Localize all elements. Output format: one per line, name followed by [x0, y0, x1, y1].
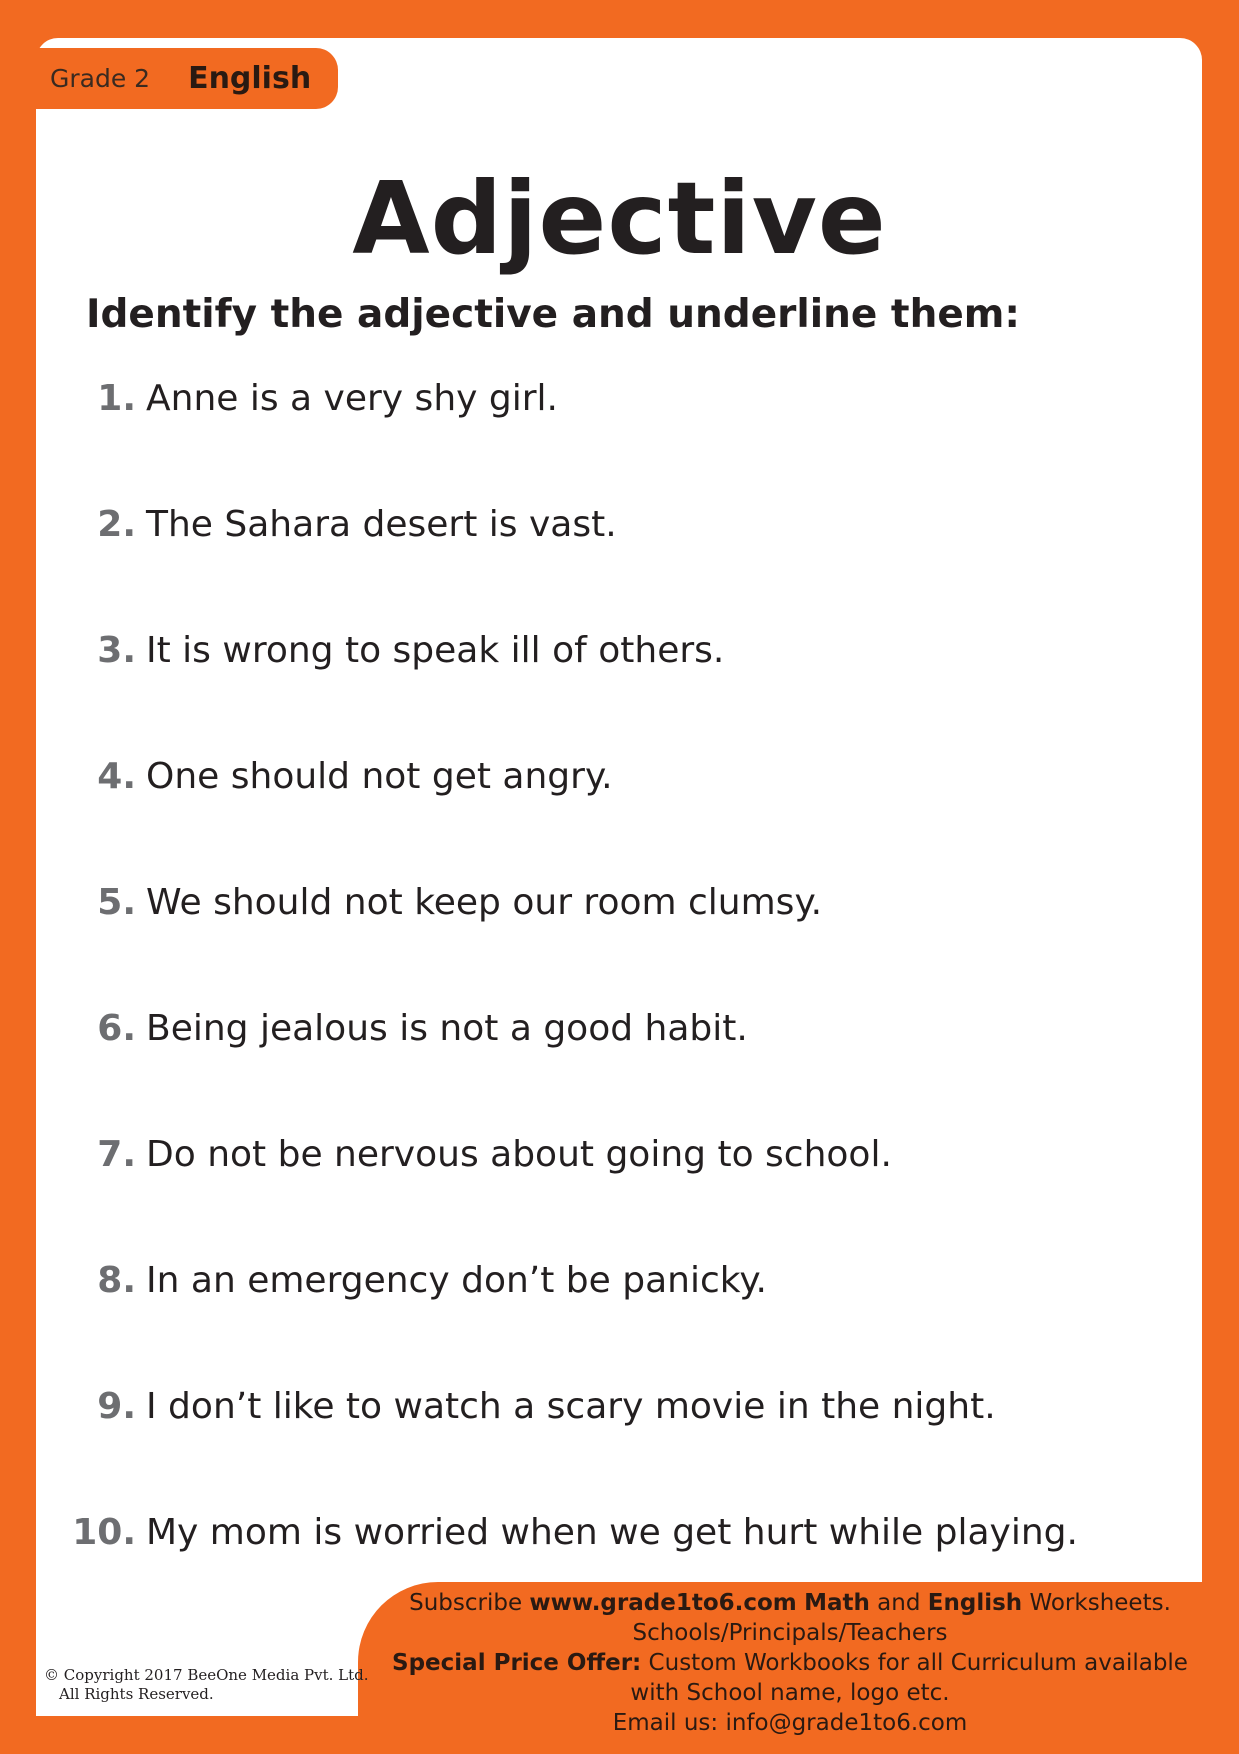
question-text: We should not keep our room clumsy.: [146, 881, 823, 923]
question-number: 8.: [97, 1259, 136, 1301]
grade-label: Grade 2: [50, 64, 151, 93]
question-number: 5.: [97, 881, 136, 923]
question-text: Anne is a very shy girl.: [146, 377, 558, 419]
grade-subject-tab: [36, 48, 338, 109]
question-item: [0, 746, 1200, 806]
question-item: [0, 1124, 1200, 1184]
site-link[interactable]: www.grade1to6.com: [529, 1590, 797, 1616]
question-item: [0, 998, 1200, 1058]
question-number: 10.: [72, 1511, 136, 1553]
offer-text: Custom Workbooks for all Curriculum available: [641, 1650, 1188, 1676]
copyright-line-1: © Copyright 2017 BeeOne Media Pvt. Ltd.: [44, 1666, 369, 1684]
offer-line: [360, 1648, 1220, 1678]
question-number: 7.: [97, 1133, 136, 1175]
question-text: One should not get angry.: [146, 755, 613, 797]
instruction-text: Identify the adjective and underline them:: [86, 292, 1021, 337]
question-text: It is wrong to speak ill of others.: [146, 629, 725, 671]
question-number: 3.: [97, 629, 136, 671]
question-item: [0, 1376, 1200, 1436]
copyright-notice: [44, 1666, 369, 1704]
question-text: My mom is worried when we get hurt while playing.: [146, 1511, 1078, 1553]
email-line[interactable]: Email us: info@grade1to6.com: [612, 1710, 968, 1736]
question-item: [0, 872, 1200, 932]
question-number: 4.: [97, 755, 136, 797]
math-label: Math: [804, 1590, 870, 1616]
offer-label: Special Price Offer:: [392, 1650, 642, 1676]
subscribe-line: [360, 1588, 1220, 1618]
question-number: 1.: [97, 377, 136, 419]
question-number: 6.: [97, 1007, 136, 1049]
offer-line-2: with School name, logo etc.: [630, 1680, 950, 1706]
english-label: English: [927, 1590, 1023, 1616]
question-number: 9.: [97, 1385, 136, 1427]
copyright-line-2: All Rights Reserved.: [59, 1685, 214, 1703]
question-item: [0, 494, 1200, 554]
promo-text: [360, 1588, 1220, 1738]
subject-label: English: [188, 61, 312, 96]
page-title: Adjective: [352, 160, 887, 277]
question-text: Do not be nervous about going to school.: [146, 1133, 892, 1175]
question-item: [0, 1250, 1200, 1310]
question-item: [0, 1502, 1200, 1562]
question-text: I don’t like to watch a scary movie in the night.: [146, 1385, 996, 1427]
and-label: and: [869, 1590, 928, 1616]
question-text: In an emergency don’t be panicky.: [146, 1259, 767, 1301]
question-item: [0, 620, 1200, 680]
audience-line: Schools/Principals/Teachers: [632, 1620, 948, 1646]
subscribe-prefix: Subscribe: [409, 1590, 530, 1616]
question-item: [0, 368, 1200, 428]
question-text: The Sahara desert is vast.: [146, 503, 617, 545]
question-text: Being jealous is not a good habit.: [146, 1007, 748, 1049]
question-number: 2.: [97, 503, 136, 545]
worksheets-label: Worksheets.: [1022, 1590, 1171, 1616]
